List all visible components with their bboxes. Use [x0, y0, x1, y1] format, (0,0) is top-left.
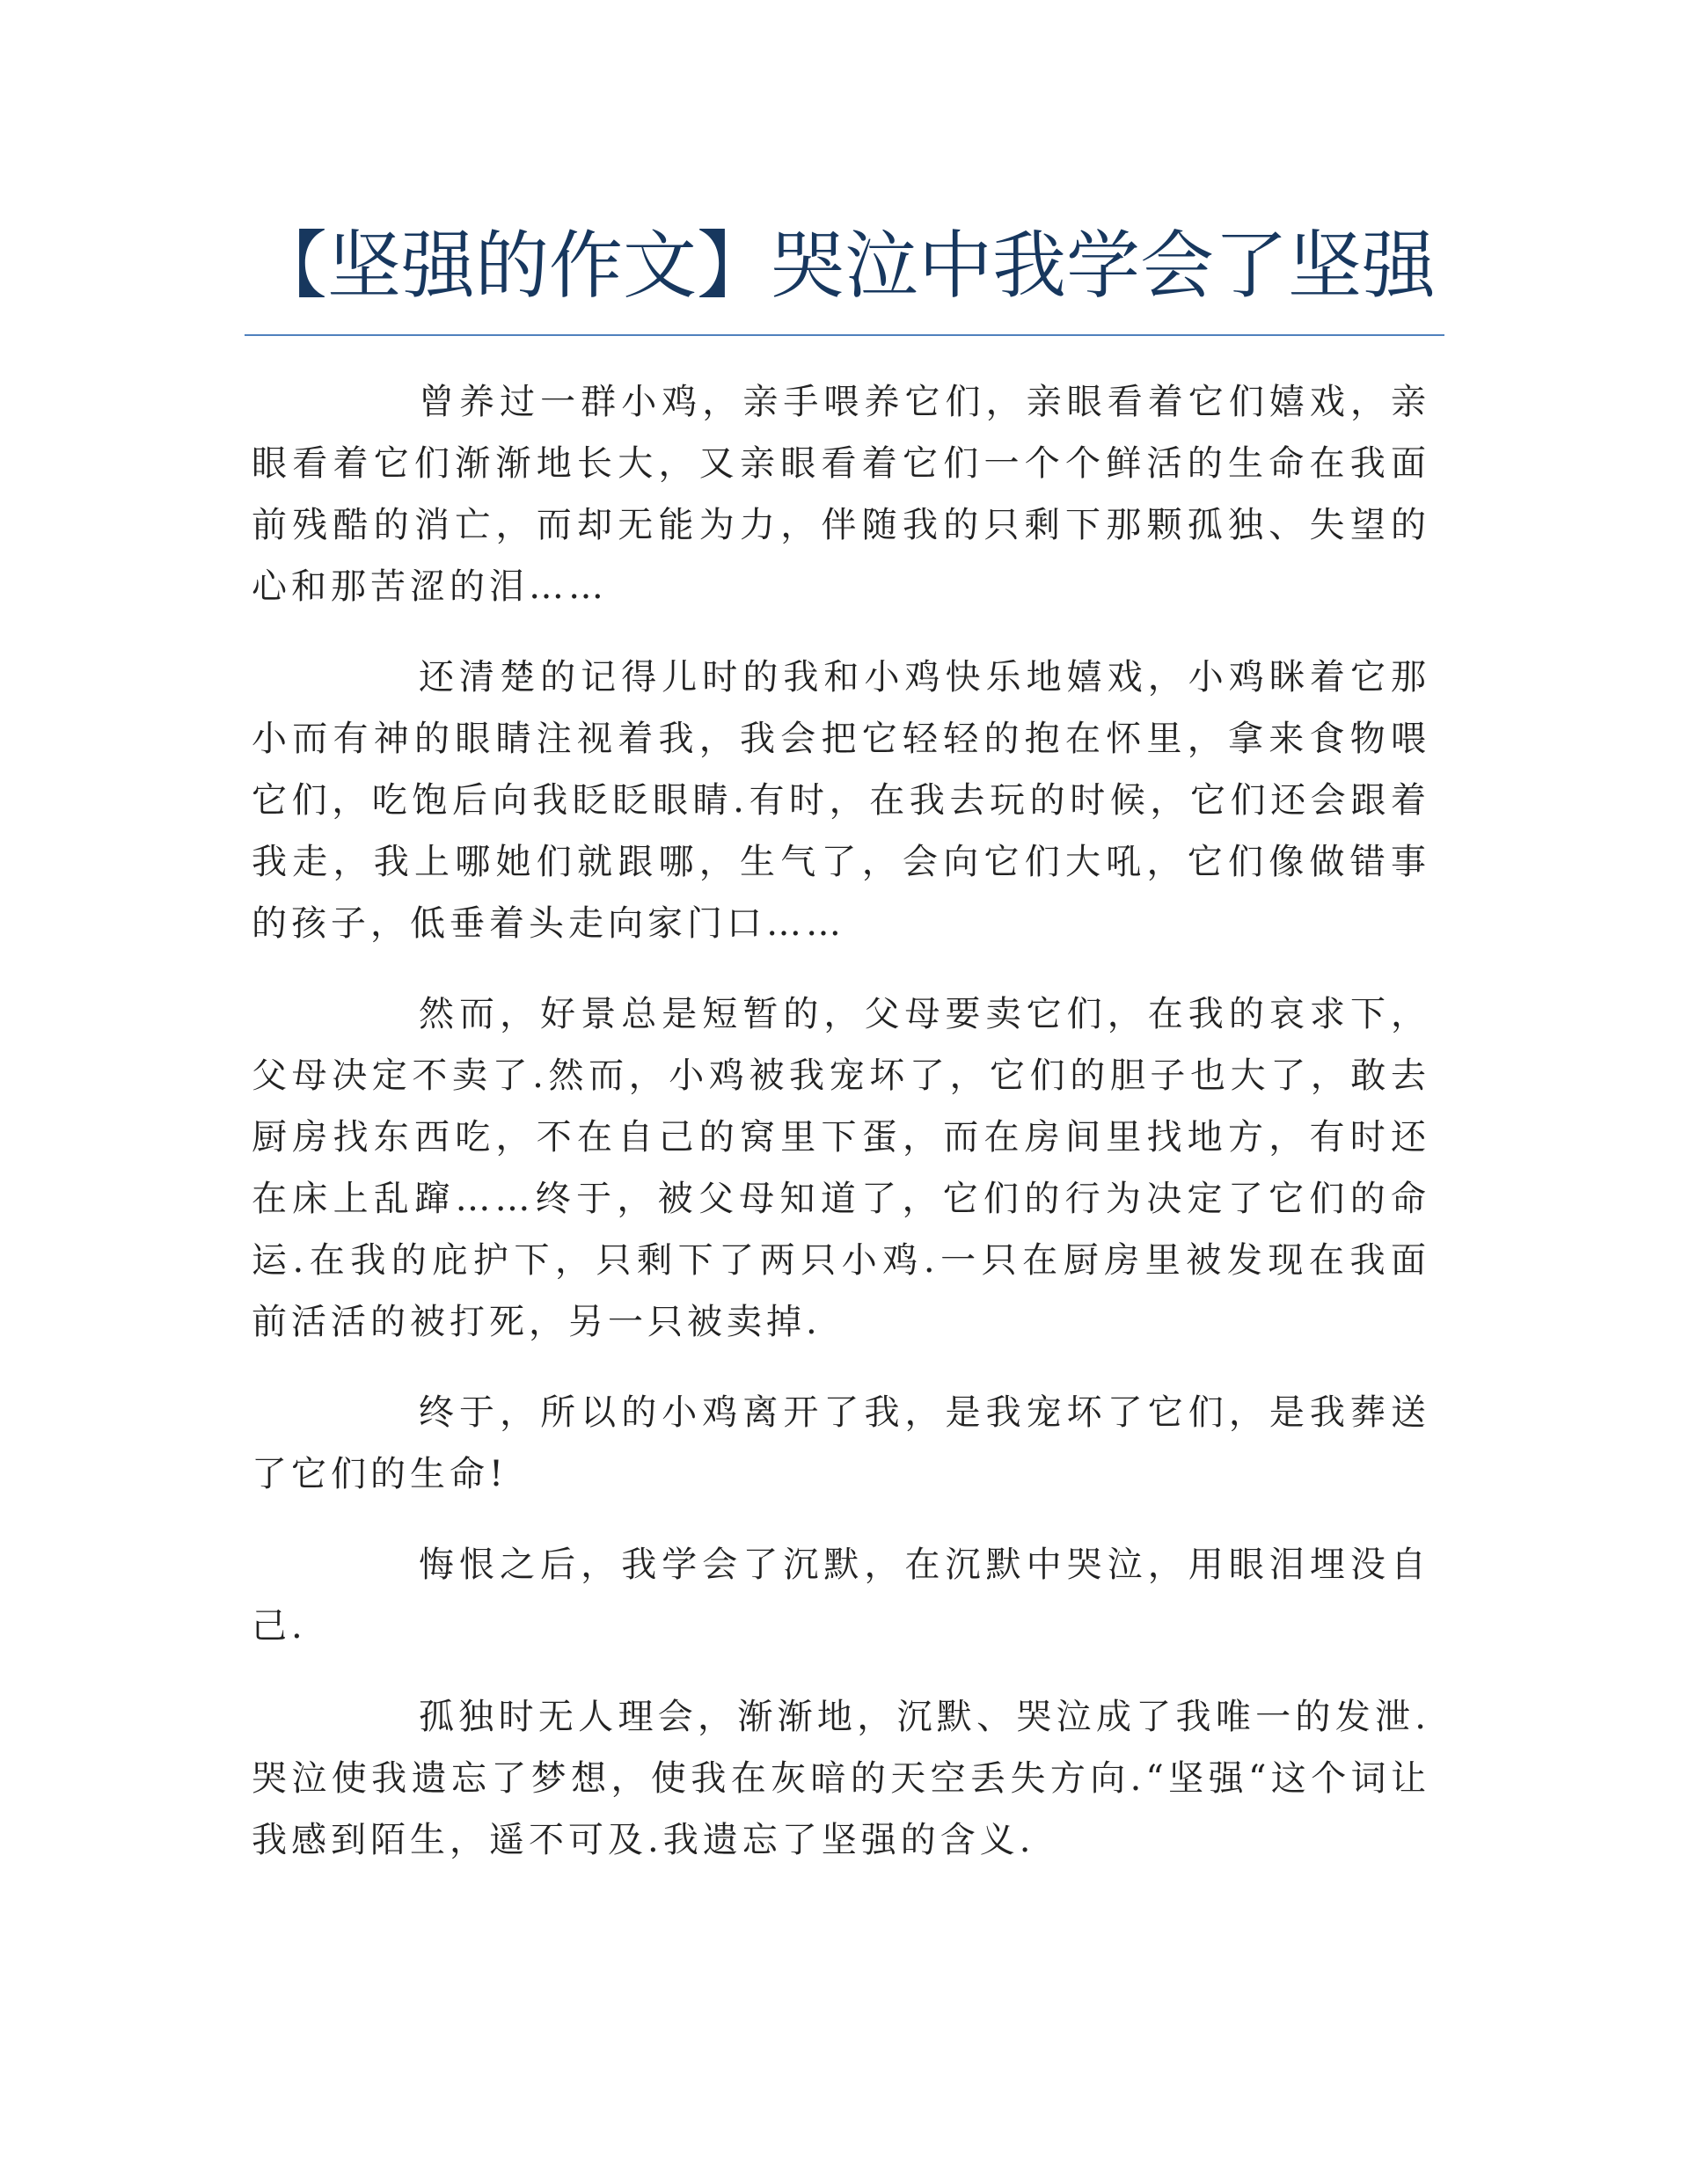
document-body [252, 371, 1430, 1900]
paragraph-1: 曾养过一群小鸡，亲手喂养它们，亲眼看着它们嬉戏，亲眼看着它们渐渐地长大，又亲眼看着它们一个个鲜活的生命在我面前残酷的消亡，而却无能为力，伴随我的只剩下那颗孤独、失望的心和那苦涩的泪…… [252, 382, 1430, 607]
paragraph-5: 悔恨之后，我学会了沉默，在沉默中哭泣，用眼泪埋没自己. [252, 1545, 1430, 1647]
title-underline [245, 334, 1444, 336]
paragraph-6: 孤独时无人理会，渐渐地，沉默、哭泣成了我唯一的发泄.哭泣使我遗忘了梦想，使我在灰暗的天空丢失方向.“坚强“这个词让我感到陌生，遥不可及.我遗忘了坚强的含义. [252, 1697, 1430, 1860]
document-title: 【坚强的作文】哭泣中我学会了坚强 [252, 223, 1436, 309]
paragraph-4: 终于，所以的小鸡离开了我，是我宠坏了它们，是我葬送了它们的生命! [252, 1392, 1430, 1494]
paragraph-3: 然而，好景总是短暂的，父母要卖它们，在我的哀求下，父母决定不卖了.然而，小鸡被我宠坏了，它们的胆子也大了，敢去厨房找东西吃，不在自己的窝里下蛋，而在房间里找地方，有时还在床上乱蹿……终于，被父母知道了，它们的行为决定了它们的命运.在我的庇护下，只剩下了两只小鸡.一只在厨房里被发现在我面前活活的被打死，另一只被卖掉. [252, 994, 1430, 1342]
paragraph-2: 还清楚的记得儿时的我和小鸡快乐地嬉戏，小鸡眯着它那小而有神的眼睛注视着我，我会把它轻轻的抱在怀里，拿来食物喂它们，吃饱后向我眨眨眼睛.有时，在我去玩的时候，它们还会跟着我走，我上哪她们就跟哪，生气了，会向它们大吼，它们像做错事的孩子，低垂着头走向家门口…… [252, 657, 1430, 944]
